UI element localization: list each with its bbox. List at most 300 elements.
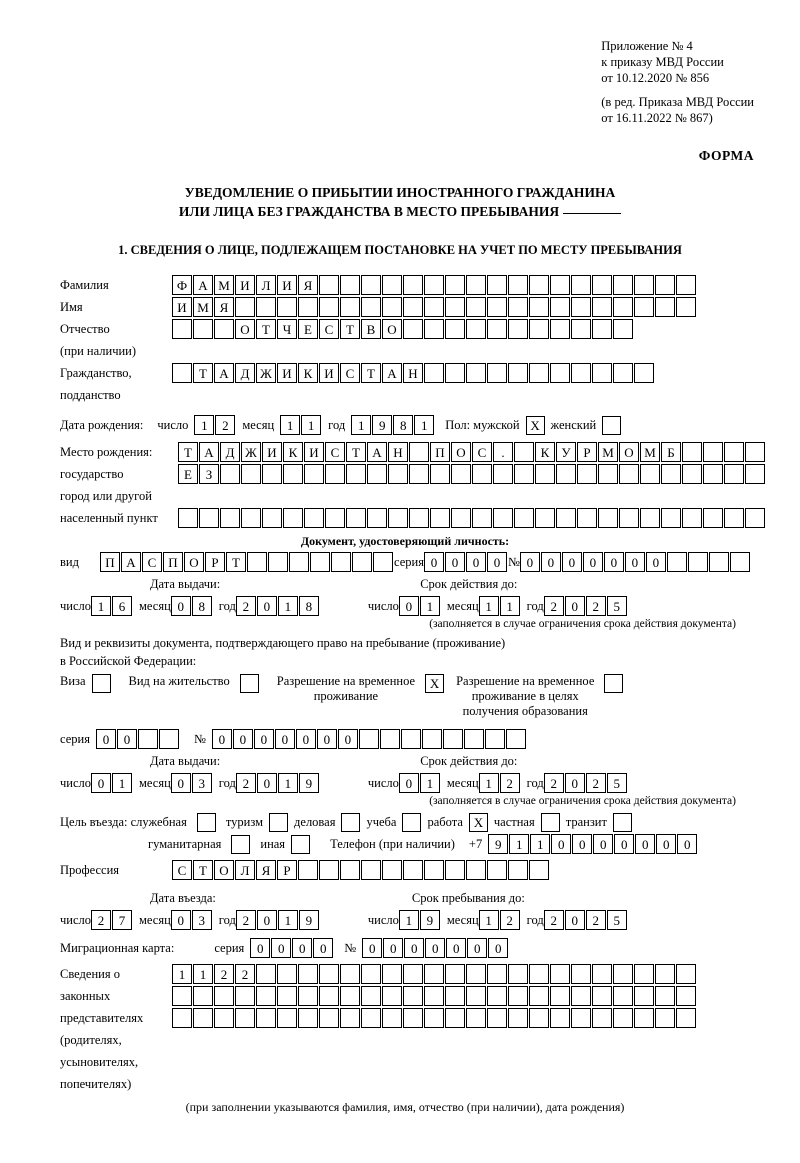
char-cell[interactable]: [508, 964, 528, 984]
char-cell[interactable]: [388, 464, 408, 484]
char-cell[interactable]: [724, 442, 744, 462]
char-cell[interactable]: 0: [424, 552, 444, 572]
char-cell[interactable]: [619, 464, 639, 484]
char-cell[interactable]: [331, 552, 351, 572]
char-cell[interactable]: 1: [479, 910, 499, 930]
char-cell[interactable]: [304, 508, 324, 528]
char-cell[interactable]: 0: [257, 596, 277, 616]
char-cell[interactable]: [403, 860, 423, 880]
entry-day-input[interactable]: [91, 910, 133, 930]
char-cell[interactable]: [382, 860, 402, 880]
char-cell[interactable]: [220, 464, 240, 484]
char-cell[interactable]: С: [172, 860, 192, 880]
char-cell[interactable]: [172, 986, 192, 1006]
char-cell[interactable]: [592, 297, 612, 317]
char-cell[interactable]: [592, 1008, 612, 1028]
char-cell[interactable]: [319, 860, 339, 880]
char-cell[interactable]: [598, 508, 618, 528]
char-cell[interactable]: [361, 275, 381, 295]
char-cell[interactable]: А: [382, 363, 402, 383]
char-cell[interactable]: [298, 297, 318, 317]
char-cell[interactable]: Д: [235, 363, 255, 383]
char-cell[interactable]: [676, 275, 696, 295]
char-cell[interactable]: [361, 986, 381, 1006]
char-cell[interactable]: С: [142, 552, 162, 572]
char-cell[interactable]: 0: [250, 938, 270, 958]
char-cell[interactable]: Е: [178, 464, 198, 484]
birth-month-input[interactable]: [280, 415, 322, 435]
char-cell[interactable]: [380, 729, 400, 749]
char-cell[interactable]: [556, 508, 576, 528]
char-cell[interactable]: [466, 1008, 486, 1028]
char-cell[interactable]: 0: [96, 729, 116, 749]
char-cell[interactable]: [661, 508, 681, 528]
char-cell[interactable]: [550, 297, 570, 317]
char-cell[interactable]: 8: [393, 415, 413, 435]
char-cell[interactable]: [487, 860, 507, 880]
char-cell[interactable]: [550, 275, 570, 295]
char-cell[interactable]: Я: [298, 275, 318, 295]
permit-number-input[interactable]: [212, 729, 527, 749]
char-cell[interactable]: [514, 464, 534, 484]
phone-input[interactable]: [488, 834, 698, 854]
char-cell[interactable]: [361, 964, 381, 984]
char-cell[interactable]: [529, 319, 549, 339]
char-cell[interactable]: [571, 986, 591, 1006]
char-cell[interactable]: [325, 508, 345, 528]
char-cell[interactable]: 0: [565, 910, 585, 930]
char-cell[interactable]: [325, 464, 345, 484]
char-cell[interactable]: А: [367, 442, 387, 462]
char-cell[interactable]: 0: [656, 834, 676, 854]
char-cell[interactable]: [529, 860, 549, 880]
char-cell[interactable]: [403, 964, 423, 984]
char-cell[interactable]: Т: [361, 363, 381, 383]
char-cell[interactable]: 8: [299, 596, 319, 616]
char-cell[interactable]: [443, 729, 463, 749]
char-cell[interactable]: [298, 964, 318, 984]
char-cell[interactable]: 0: [520, 552, 540, 572]
valid-month-input[interactable]: [479, 596, 521, 616]
char-cell[interactable]: [667, 552, 687, 572]
char-cell[interactable]: 0: [593, 834, 613, 854]
char-cell[interactable]: [682, 464, 702, 484]
char-cell[interactable]: [178, 508, 198, 528]
purpose-service-checkbox[interactable]: [197, 813, 216, 832]
char-cell[interactable]: [556, 464, 576, 484]
char-cell[interactable]: 0: [635, 834, 655, 854]
char-cell[interactable]: [445, 860, 465, 880]
char-cell[interactable]: [382, 986, 402, 1006]
char-cell[interactable]: [709, 552, 729, 572]
char-cell[interactable]: 3: [192, 773, 212, 793]
char-cell[interactable]: Ж: [241, 442, 261, 462]
char-cell[interactable]: Д: [220, 442, 240, 462]
char-cell[interactable]: [487, 319, 507, 339]
char-cell[interactable]: Я: [214, 297, 234, 317]
migration-series-input[interactable]: [250, 938, 334, 958]
char-cell[interactable]: 2: [544, 773, 564, 793]
char-cell[interactable]: Р: [577, 442, 597, 462]
char-cell[interactable]: 2: [91, 910, 111, 930]
char-cell[interactable]: Л: [235, 860, 255, 880]
char-cell[interactable]: [235, 1008, 255, 1028]
char-cell[interactable]: [424, 275, 444, 295]
char-cell[interactable]: 0: [171, 596, 191, 616]
char-cell[interactable]: 0: [646, 552, 666, 572]
char-cell[interactable]: [424, 363, 444, 383]
char-cell[interactable]: 0: [275, 729, 295, 749]
char-cell[interactable]: [508, 319, 528, 339]
char-cell[interactable]: [319, 964, 339, 984]
char-cell[interactable]: [508, 297, 528, 317]
char-cell[interactable]: А: [214, 363, 234, 383]
char-cell[interactable]: [214, 319, 234, 339]
char-cell[interactable]: [424, 964, 444, 984]
char-cell[interactable]: М: [598, 442, 618, 462]
char-cell[interactable]: [634, 1008, 654, 1028]
char-cell[interactable]: 1: [194, 415, 214, 435]
char-cell[interactable]: [745, 442, 765, 462]
char-cell[interactable]: О: [214, 860, 234, 880]
char-cell[interactable]: [409, 508, 429, 528]
char-cell[interactable]: [472, 464, 492, 484]
char-cell[interactable]: И: [277, 275, 297, 295]
char-cell[interactable]: 2: [235, 964, 255, 984]
char-cell[interactable]: [241, 508, 261, 528]
char-cell[interactable]: 0: [91, 773, 111, 793]
char-cell[interactable]: [268, 552, 288, 572]
char-cell[interactable]: [487, 297, 507, 317]
char-cell[interactable]: [319, 275, 339, 295]
char-cell[interactable]: [493, 464, 513, 484]
char-cell[interactable]: Т: [340, 319, 360, 339]
permit-valid-year-input[interactable]: [544, 773, 628, 793]
char-cell[interactable]: [262, 508, 282, 528]
char-cell[interactable]: [550, 363, 570, 383]
char-cell[interactable]: [577, 508, 597, 528]
char-cell[interactable]: 9: [488, 834, 508, 854]
char-cell[interactable]: [634, 964, 654, 984]
char-cell[interactable]: [310, 552, 330, 572]
char-cell[interactable]: [485, 729, 505, 749]
char-cell[interactable]: [388, 508, 408, 528]
char-cell[interactable]: [340, 986, 360, 1006]
char-cell[interactable]: 0: [254, 729, 274, 749]
char-cell[interactable]: 0: [541, 552, 561, 572]
char-cell[interactable]: [340, 1008, 360, 1028]
birthplace-input-row1[interactable]: [178, 442, 766, 462]
char-cell[interactable]: [508, 275, 528, 295]
char-cell[interactable]: 1: [479, 773, 499, 793]
char-cell[interactable]: 2: [586, 773, 606, 793]
char-cell[interactable]: [445, 1008, 465, 1028]
char-cell[interactable]: 1: [280, 415, 300, 435]
char-cell[interactable]: [508, 1008, 528, 1028]
char-cell[interactable]: [445, 964, 465, 984]
char-cell[interactable]: [403, 319, 423, 339]
char-cell[interactable]: О: [619, 442, 639, 462]
char-cell[interactable]: [262, 464, 282, 484]
char-cell[interactable]: [382, 1008, 402, 1028]
char-cell[interactable]: [214, 1008, 234, 1028]
char-cell[interactable]: 2: [214, 964, 234, 984]
char-cell[interactable]: 3: [192, 910, 212, 930]
char-cell[interactable]: [340, 297, 360, 317]
char-cell[interactable]: [451, 508, 471, 528]
char-cell[interactable]: [289, 552, 309, 572]
char-cell[interactable]: [193, 319, 213, 339]
char-cell[interactable]: 1: [351, 415, 371, 435]
char-cell[interactable]: [571, 964, 591, 984]
entry-year-input[interactable]: [236, 910, 320, 930]
char-cell[interactable]: [487, 1008, 507, 1028]
char-cell[interactable]: [592, 363, 612, 383]
char-cell[interactable]: 0: [425, 938, 445, 958]
permit-series-input[interactable]: [96, 729, 180, 749]
char-cell[interactable]: [613, 319, 633, 339]
permit-issue-month-input[interactable]: [171, 773, 213, 793]
char-cell[interactable]: 0: [171, 910, 191, 930]
char-cell[interactable]: 1: [399, 910, 419, 930]
char-cell[interactable]: 0: [404, 938, 424, 958]
permit-issue-day-input[interactable]: [91, 773, 133, 793]
char-cell[interactable]: [424, 986, 444, 1006]
char-cell[interactable]: [466, 319, 486, 339]
char-cell[interactable]: [592, 986, 612, 1006]
char-cell[interactable]: [571, 319, 591, 339]
char-cell[interactable]: [655, 297, 675, 317]
char-cell[interactable]: [256, 1008, 276, 1028]
char-cell[interactable]: [613, 964, 633, 984]
char-cell[interactable]: [730, 552, 750, 572]
char-cell[interactable]: [199, 508, 219, 528]
char-cell[interactable]: [359, 729, 379, 749]
char-cell[interactable]: [745, 508, 765, 528]
purpose-business-checkbox[interactable]: [341, 813, 360, 832]
char-cell[interactable]: 9: [299, 910, 319, 930]
char-cell[interactable]: 2: [500, 910, 520, 930]
char-cell[interactable]: Т: [193, 860, 213, 880]
char-cell[interactable]: М: [640, 442, 660, 462]
char-cell[interactable]: [422, 729, 442, 749]
char-cell[interactable]: И: [235, 275, 255, 295]
permit-issue-year-input[interactable]: [236, 773, 320, 793]
char-cell[interactable]: С: [325, 442, 345, 462]
char-cell[interactable]: [487, 363, 507, 383]
reps-input-row1[interactable]: [172, 964, 697, 984]
issue-year-input[interactable]: [236, 596, 320, 616]
char-cell[interactable]: 0: [317, 729, 337, 749]
char-cell[interactable]: Т: [256, 319, 276, 339]
char-cell[interactable]: [634, 986, 654, 1006]
patronymic-input[interactable]: [172, 319, 634, 339]
char-cell[interactable]: [220, 508, 240, 528]
char-cell[interactable]: 0: [313, 938, 333, 958]
char-cell[interactable]: 9: [372, 415, 392, 435]
char-cell[interactable]: [256, 986, 276, 1006]
sex-male-checkbox[interactable]: X: [526, 416, 545, 435]
purpose-transit-checkbox[interactable]: [613, 813, 632, 832]
char-cell[interactable]: [703, 508, 723, 528]
char-cell[interactable]: [193, 1008, 213, 1028]
char-cell[interactable]: 2: [215, 415, 235, 435]
char-cell[interactable]: [506, 729, 526, 749]
char-cell[interactable]: П: [430, 442, 450, 462]
char-cell[interactable]: [655, 964, 675, 984]
char-cell[interactable]: Р: [205, 552, 225, 572]
entry-month-input[interactable]: [171, 910, 213, 930]
char-cell[interactable]: [508, 363, 528, 383]
char-cell[interactable]: П: [163, 552, 183, 572]
char-cell[interactable]: И: [277, 363, 297, 383]
char-cell[interactable]: [424, 860, 444, 880]
char-cell[interactable]: [283, 508, 303, 528]
char-cell[interactable]: 1: [112, 773, 132, 793]
char-cell[interactable]: [235, 986, 255, 1006]
char-cell[interactable]: [193, 986, 213, 1006]
valid-day-input[interactable]: [399, 596, 441, 616]
char-cell[interactable]: [571, 275, 591, 295]
char-cell[interactable]: 1: [278, 910, 298, 930]
char-cell[interactable]: [577, 464, 597, 484]
char-cell[interactable]: [298, 986, 318, 1006]
issue-day-input[interactable]: [91, 596, 133, 616]
char-cell[interactable]: [634, 363, 654, 383]
char-cell[interactable]: 0: [271, 938, 291, 958]
char-cell[interactable]: [613, 363, 633, 383]
purpose-tourism-checkbox[interactable]: [269, 813, 288, 832]
char-cell[interactable]: [430, 508, 450, 528]
char-cell[interactable]: О: [184, 552, 204, 572]
char-cell[interactable]: [445, 275, 465, 295]
char-cell[interactable]: [382, 297, 402, 317]
char-cell[interactable]: 0: [257, 773, 277, 793]
char-cell[interactable]: [319, 986, 339, 1006]
char-cell[interactable]: 1: [479, 596, 499, 616]
char-cell[interactable]: [514, 442, 534, 462]
char-cell[interactable]: [571, 297, 591, 317]
char-cell[interactable]: [466, 363, 486, 383]
char-cell[interactable]: О: [451, 442, 471, 462]
char-cell[interactable]: 0: [292, 938, 312, 958]
char-cell[interactable]: [535, 508, 555, 528]
char-cell[interactable]: [340, 964, 360, 984]
char-cell[interactable]: [401, 729, 421, 749]
char-cell[interactable]: 0: [212, 729, 232, 749]
name-input[interactable]: [172, 297, 697, 317]
char-cell[interactable]: [277, 986, 297, 1006]
char-cell[interactable]: [340, 860, 360, 880]
char-cell[interactable]: 2: [236, 773, 256, 793]
char-cell[interactable]: [529, 363, 549, 383]
char-cell[interactable]: 2: [236, 596, 256, 616]
char-cell[interactable]: [241, 464, 261, 484]
char-cell[interactable]: [514, 508, 534, 528]
char-cell[interactable]: [571, 363, 591, 383]
char-cell[interactable]: Н: [403, 363, 423, 383]
char-cell[interactable]: [634, 297, 654, 317]
char-cell[interactable]: В: [361, 319, 381, 339]
residence-permit-checkbox[interactable]: [240, 674, 259, 693]
char-cell[interactable]: 5: [607, 596, 627, 616]
char-cell[interactable]: [619, 508, 639, 528]
char-cell[interactable]: [493, 508, 513, 528]
char-cell[interactable]: [403, 986, 423, 1006]
char-cell[interactable]: [172, 1008, 192, 1028]
char-cell[interactable]: 0: [467, 938, 487, 958]
char-cell[interactable]: [745, 464, 765, 484]
char-cell[interactable]: [346, 508, 366, 528]
char-cell[interactable]: [550, 986, 570, 1006]
char-cell[interactable]: [676, 297, 696, 317]
char-cell[interactable]: 2: [500, 773, 520, 793]
char-cell[interactable]: [451, 464, 471, 484]
reps-input-row3[interactable]: [172, 1008, 697, 1028]
char-cell[interactable]: [277, 1008, 297, 1028]
char-cell[interactable]: [159, 729, 179, 749]
char-cell[interactable]: 0: [399, 773, 419, 793]
char-cell[interactable]: А: [121, 552, 141, 572]
char-cell[interactable]: Ф: [172, 275, 192, 295]
char-cell[interactable]: 0: [583, 552, 603, 572]
char-cell[interactable]: [676, 1008, 696, 1028]
char-cell[interactable]: Б: [661, 442, 681, 462]
char-cell[interactable]: [409, 464, 429, 484]
char-cell[interactable]: И: [319, 363, 339, 383]
char-cell[interactable]: [445, 363, 465, 383]
char-cell[interactable]: 9: [420, 910, 440, 930]
edu-residence-checkbox[interactable]: [604, 674, 623, 693]
char-cell[interactable]: [214, 986, 234, 1006]
char-cell[interactable]: [529, 1008, 549, 1028]
char-cell[interactable]: [424, 319, 444, 339]
char-cell[interactable]: 0: [604, 552, 624, 572]
char-cell[interactable]: К: [535, 442, 555, 462]
char-cell[interactable]: Е: [298, 319, 318, 339]
char-cell[interactable]: [550, 1008, 570, 1028]
char-cell[interactable]: 1: [530, 834, 550, 854]
char-cell[interactable]: 0: [362, 938, 382, 958]
char-cell[interactable]: 1: [420, 773, 440, 793]
char-cell[interactable]: [352, 552, 372, 572]
profession-input[interactable]: [172, 860, 550, 880]
char-cell[interactable]: Я: [256, 860, 276, 880]
char-cell[interactable]: [571, 1008, 591, 1028]
birthplace-input-row3[interactable]: [178, 508, 766, 528]
char-cell[interactable]: [361, 297, 381, 317]
char-cell[interactable]: К: [283, 442, 303, 462]
char-cell[interactable]: 2: [586, 596, 606, 616]
char-cell[interactable]: 0: [399, 596, 419, 616]
char-cell[interactable]: [688, 552, 708, 572]
char-cell[interactable]: [235, 297, 255, 317]
citizenship-input[interactable]: [172, 363, 655, 383]
char-cell[interactable]: 0: [488, 938, 508, 958]
char-cell[interactable]: [487, 964, 507, 984]
char-cell[interactable]: [613, 986, 633, 1006]
char-cell[interactable]: [382, 964, 402, 984]
reps-input-row2[interactable]: [172, 986, 697, 1006]
char-cell[interactable]: С: [340, 363, 360, 383]
surname-input[interactable]: [172, 275, 697, 295]
char-cell[interactable]: [361, 1008, 381, 1028]
char-cell[interactable]: 1: [91, 596, 111, 616]
char-cell[interactable]: [634, 275, 654, 295]
char-cell[interactable]: [445, 297, 465, 317]
char-cell[interactable]: [172, 363, 192, 383]
purpose-other-checkbox[interactable]: [291, 835, 310, 854]
